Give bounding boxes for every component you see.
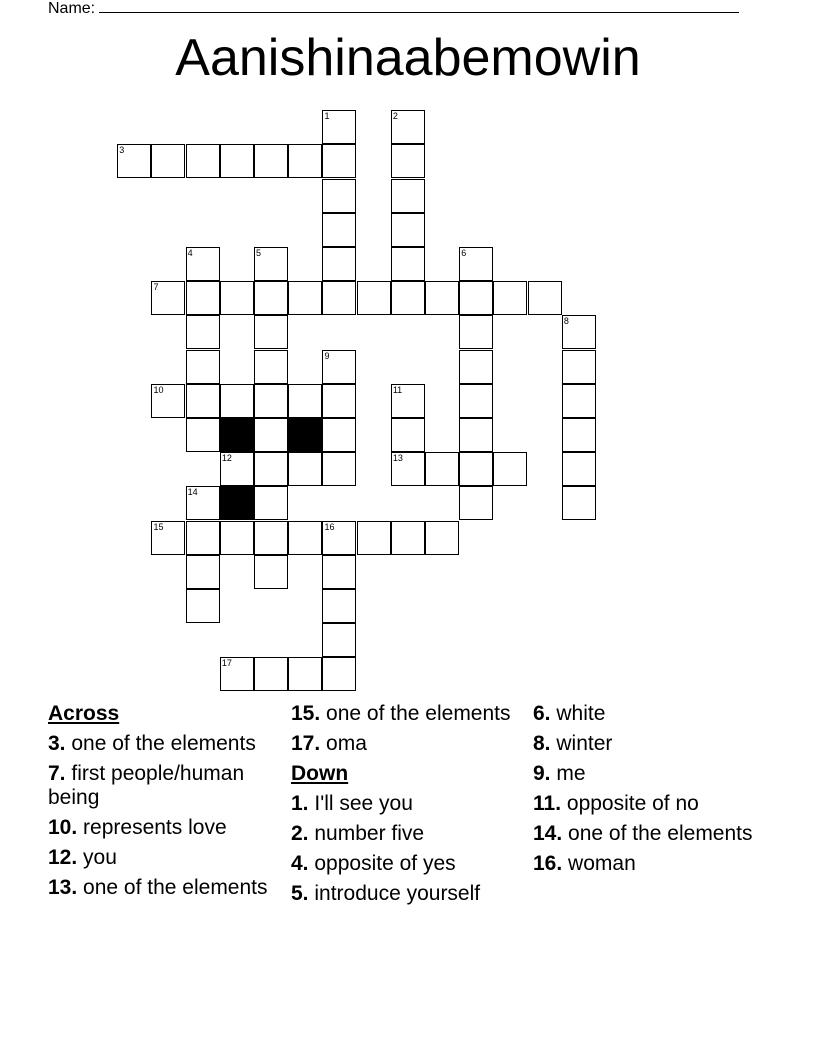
clue-number: 11	[392, 384, 403, 395]
grid-cell[interactable]	[151, 384, 185, 418]
grid-cell[interactable]	[186, 555, 220, 589]
clue-text: one of the elements	[83, 876, 268, 899]
clue-text: one of the elements	[326, 702, 511, 725]
clue-number: 16	[324, 521, 335, 532]
grid-cell[interactable]	[425, 281, 459, 315]
clue-number: 2	[392, 111, 398, 122]
grid-cell[interactable]	[459, 315, 493, 349]
grid-cell[interactable]	[288, 384, 322, 418]
grid-cell[interactable]	[220, 657, 254, 691]
clue-number-label: 11.	[533, 792, 562, 815]
grid-cell[interactable]	[391, 521, 425, 555]
across-heading: Across	[48, 702, 120, 725]
grid-cell[interactable]	[425, 452, 459, 486]
down-clue	[291, 822, 523, 846]
grid-cell[interactable]	[220, 452, 254, 486]
grid-cell[interactable]	[186, 281, 220, 315]
clue-number-label: 14.	[533, 822, 563, 845]
grid-cell[interactable]	[322, 589, 356, 623]
clue-number: 5	[256, 248, 262, 259]
grid-cell[interactable]	[288, 657, 322, 691]
grid-cell[interactable]	[117, 144, 151, 178]
clue-number-label: 17.	[291, 732, 321, 755]
clue-number-label: 7.	[48, 762, 66, 785]
clue-number: 6	[461, 248, 467, 259]
grid-cell[interactable]	[391, 144, 425, 178]
grid-cell[interactable]	[357, 521, 391, 555]
grid-cell[interactable]	[562, 486, 596, 520]
grid-cell[interactable]	[459, 247, 493, 281]
grid-cell[interactable]	[151, 144, 185, 178]
grid-cell[interactable]	[322, 657, 356, 691]
grid-cell[interactable]	[186, 247, 220, 281]
grid-cell[interactable]	[459, 384, 493, 418]
across-clue	[48, 846, 280, 870]
grid-cell[interactable]	[254, 452, 288, 486]
grid-cell[interactable]	[186, 144, 220, 178]
across-clue	[291, 732, 523, 756]
down-clue	[291, 882, 523, 906]
grid-cell[interactable]	[322, 521, 356, 555]
grid-cell[interactable]	[186, 384, 220, 418]
clue-number-label: 1.	[291, 792, 309, 815]
down-clue	[533, 762, 765, 786]
across-clue	[48, 732, 280, 756]
clue-column-1	[48, 702, 280, 906]
grid-block	[288, 418, 322, 452]
clue-number-label: 16.	[533, 852, 563, 875]
clue-number-label: 9.	[533, 762, 551, 785]
clue-text: you	[83, 846, 117, 869]
grid-cell[interactable]	[528, 281, 562, 315]
clue-number: 1	[324, 111, 330, 122]
grid-cell[interactable]	[288, 281, 322, 315]
clue-text: introduce yourself	[314, 882, 481, 905]
across-clue	[48, 876, 280, 900]
grid-cell[interactable]	[186, 350, 220, 384]
grid-cell[interactable]	[254, 486, 288, 520]
grid-cell[interactable]	[254, 144, 288, 178]
grid-cell[interactable]	[562, 452, 596, 486]
grid-cell[interactable]	[254, 350, 288, 384]
grid-cell[interactable]	[562, 418, 596, 452]
grid-cell[interactable]	[391, 418, 425, 452]
grid-cell[interactable]	[322, 247, 356, 281]
grid-block	[220, 418, 254, 452]
down-clue	[533, 792, 765, 816]
clue-number: 12	[221, 453, 232, 464]
clue-column-2	[291, 702, 523, 912]
grid-cell[interactable]	[322, 384, 356, 418]
grid-cell[interactable]	[322, 452, 356, 486]
clue-number-label: 8.	[533, 732, 551, 755]
grid-cell[interactable]	[493, 452, 527, 486]
clue-number-label: 12.	[48, 846, 78, 869]
clue-number-label: 2.	[291, 822, 309, 845]
clue-text: represents love	[83, 816, 227, 839]
clue-column-3	[533, 702, 765, 882]
clue-number: 14	[187, 487, 198, 498]
across-clue	[291, 702, 523, 726]
clue-text: opposite of no	[566, 792, 699, 815]
grid-cell[interactable]	[186, 486, 220, 520]
grid-cell[interactable]	[322, 144, 356, 178]
grid-cell[interactable]	[322, 213, 356, 247]
grid-cell[interactable]	[220, 144, 254, 178]
grid-cell[interactable]	[322, 623, 356, 657]
clue-text: white	[556, 702, 606, 725]
clue-number-label: 15.	[291, 702, 321, 725]
clue-number: 8	[563, 316, 569, 327]
clue-number: 15	[153, 521, 164, 532]
grid-cell[interactable]	[562, 350, 596, 384]
clue-text: opposite of yes	[314, 852, 456, 875]
grid-cell[interactable]	[425, 521, 459, 555]
grid-cell[interactable]	[288, 144, 322, 178]
grid-cell[interactable]	[562, 315, 596, 349]
grid-cell[interactable]	[459, 350, 493, 384]
grid-cell[interactable]	[322, 555, 356, 589]
clue-number-label: 13.	[48, 876, 78, 899]
grid-cell[interactable]	[322, 179, 356, 213]
grid-cell[interactable]	[254, 657, 288, 691]
clue-number: 13	[392, 453, 403, 464]
clue-number: 7	[153, 282, 159, 293]
down-clue	[533, 822, 765, 846]
clue-text: I'll see you	[314, 792, 413, 815]
grid-cell[interactable]	[459, 281, 493, 315]
grid-cell[interactable]	[254, 384, 288, 418]
down-clue	[291, 792, 523, 816]
clue-number: 10	[153, 384, 164, 395]
grid-cell[interactable]	[254, 555, 288, 589]
grid-cell[interactable]	[220, 521, 254, 555]
clue-number-label: 10.	[48, 816, 78, 839]
name-label: Name:	[48, 0, 96, 17]
grid-cell[interactable]	[254, 315, 288, 349]
grid-cell[interactable]	[288, 452, 322, 486]
grid-cell[interactable]	[151, 521, 185, 555]
grid-cell[interactable]	[391, 179, 425, 213]
grid-cell[interactable]	[322, 350, 356, 384]
grid-cell[interactable]	[391, 281, 425, 315]
clue-number-label: 5.	[291, 882, 309, 905]
clue-number: 9	[324, 350, 330, 361]
clue-number-label: 6.	[533, 702, 551, 725]
grid-cell[interactable]	[322, 110, 356, 144]
grid-cell[interactable]	[322, 281, 356, 315]
grid-cell[interactable]	[254, 281, 288, 315]
grid-cell[interactable]	[322, 418, 356, 452]
clue-number: 3	[119, 145, 125, 156]
clue-text: first people/human being	[48, 762, 245, 809]
grid-cell[interactable]	[186, 418, 220, 452]
grid-cell[interactable]	[357, 281, 391, 315]
clue-text: me	[556, 762, 586, 785]
clue-text: winter	[556, 732, 613, 755]
down-heading: Down	[291, 762, 349, 785]
down-clue	[533, 702, 765, 726]
clue-number: 17	[221, 658, 232, 669]
grid-cell[interactable]	[459, 418, 493, 452]
clue-number-label: 4.	[291, 852, 309, 875]
grid-cell[interactable]	[391, 213, 425, 247]
grid-cell[interactable]	[391, 452, 425, 486]
down-clue	[291, 852, 523, 876]
down-clue	[533, 732, 765, 756]
down-clue	[533, 852, 765, 876]
page-title: Aanishinaabemowin	[175, 29, 641, 87]
across-clue	[48, 762, 280, 810]
grid-cell[interactable]	[254, 418, 288, 452]
clue-text: oma	[326, 732, 367, 755]
grid-cell[interactable]	[220, 281, 254, 315]
grid-cell[interactable]	[391, 384, 425, 418]
grid-cell[interactable]	[220, 384, 254, 418]
clue-text: one of the elements	[568, 822, 753, 845]
clue-text: woman	[568, 852, 636, 875]
grid-cell[interactable]	[186, 589, 220, 623]
grid-cell[interactable]	[186, 315, 220, 349]
grid-cell[interactable]	[391, 110, 425, 144]
grid-cell[interactable]	[254, 247, 288, 281]
grid-cell[interactable]	[562, 384, 596, 418]
clue-text: one of the elements	[71, 732, 256, 755]
clue-number: 4	[187, 248, 193, 259]
grid-cell[interactable]	[459, 486, 493, 520]
across-clue	[48, 816, 280, 840]
clue-text: number five	[314, 822, 425, 845]
grid-cell[interactable]	[459, 452, 493, 486]
grid-cell[interactable]	[254, 521, 288, 555]
grid-block	[220, 486, 254, 520]
grid-cell[interactable]	[493, 281, 527, 315]
grid-cell[interactable]	[151, 281, 185, 315]
grid-cell[interactable]	[288, 521, 322, 555]
clue-number-label: 3.	[48, 732, 66, 755]
grid-cell[interactable]	[186, 521, 220, 555]
grid-cell[interactable]	[391, 247, 425, 281]
